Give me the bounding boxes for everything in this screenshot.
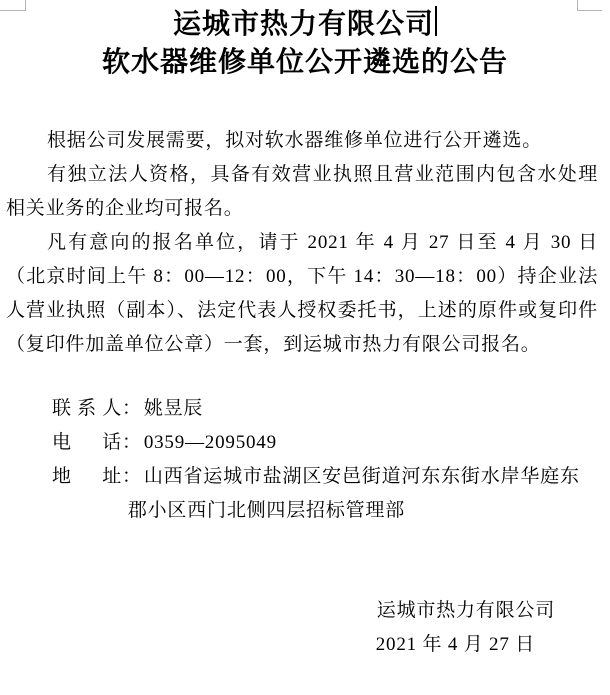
contact-person-label: 联系人 [52, 398, 122, 419]
paragraph-qualification: 有独立法人资格，具备有效营业执照且营业范围内包含水处理相关业务的企业均可报名。 [6, 164, 598, 219]
signature-block [0, 594, 610, 662]
contact-address-label: 地址 [52, 466, 122, 487]
document-body [6, 124, 598, 362]
paragraph-intro: 根据公司发展需要，拟对软水器维修单位进行公开遴选。 [47, 130, 543, 151]
contact-row-phone [52, 426, 598, 460]
contact-row-address [52, 460, 598, 528]
contact-row-person [52, 392, 598, 426]
signature-date: 2021 年 4 月 27 日 [375, 634, 535, 655]
signature-company: 运城市热力有限公司 [376, 600, 555, 621]
document-title-text-1: 运城市热力有限公司 [172, 8, 434, 39]
text-cursor [435, 6, 437, 36]
contact-block [52, 392, 598, 528]
document-title [0, 0, 610, 80]
document-title-line-2: 软水器维修单位公开遴选的公告 [101, 46, 508, 77]
contact-person-colon: ： [122, 398, 142, 419]
page-corner-mark-top-right [577, 0, 602, 11]
contact-phone-value: 0359—2095049 [143, 432, 277, 453]
contact-phone-colon: ： [122, 432, 142, 453]
contact-phone-label: 电话 [52, 432, 122, 453]
contact-address-colon: ： [122, 466, 142, 487]
page-corner-mark-top-left [0, 0, 26, 11]
paragraph-registration: 凡有意向的报名单位，请于 2021 年 4 月 27 日至 4 月 30 日（北京时间上午 8：00—12：00，下午 14：30—18：00）持企业法人营业执照（副本）、法定代表人授权委托书，上述的原件或复印件（复印件加盖单位公章）一套，到运城市热力有限公司报名。 [6, 232, 598, 355]
document-title-line-1 [0, 4, 610, 44]
contact-person-value: 姚昱辰 [143, 398, 204, 419]
contact-address-value: 山西省运城市盐湖区安邑街道河东东街水岸华庭东郡小区西门北侧四层招标管理部 [127, 466, 580, 521]
